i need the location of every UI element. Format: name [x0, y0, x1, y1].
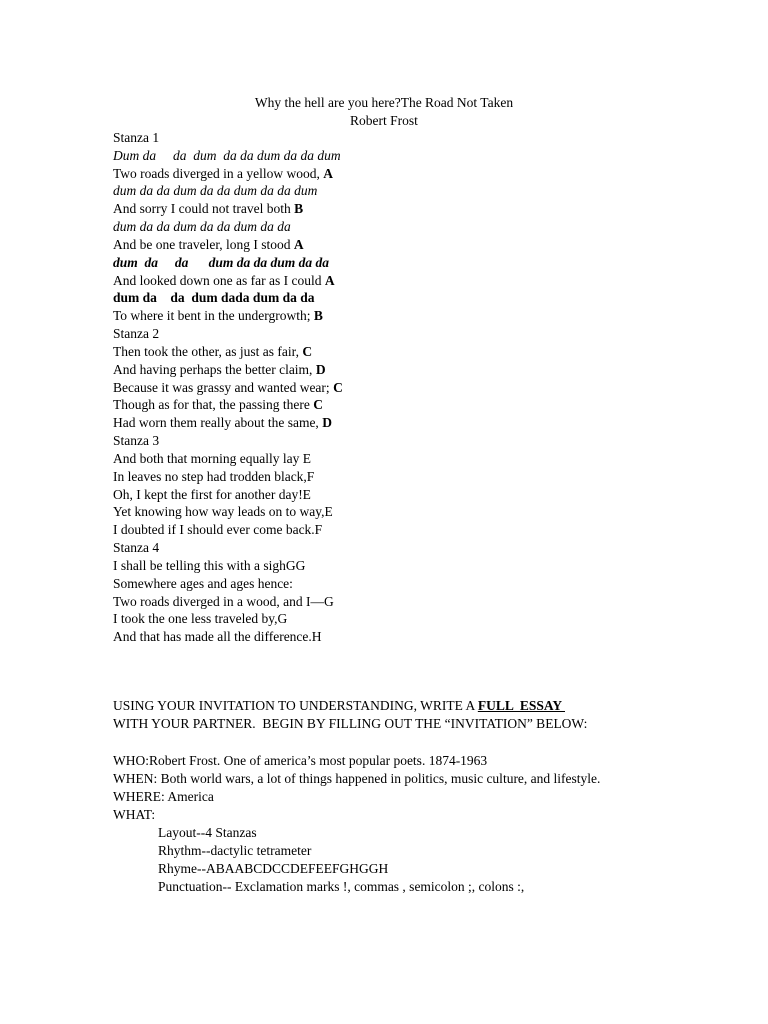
rhyme-letter: A — [293, 236, 304, 252]
invitation-where: WHERE: America — [113, 789, 214, 804]
poem-line: I took the one less traveled by,G — [113, 611, 288, 627]
poem-line-text: And looked down one as far as I could — [113, 272, 325, 288]
stanza-label: Stanza 3 — [113, 433, 160, 449]
poem-line-text: To where it bent in the undergrowth; — [113, 308, 314, 324]
poem-title: Why the hell are you here?The Road Not Taken — [254, 95, 514, 110]
poem-line — [113, 236, 713, 254]
poem-line — [113, 414, 713, 432]
instructions-text: USING YOUR INVITATION TO UNDERSTANDING, WRITE A — [113, 698, 478, 713]
assignment-instructions — [113, 697, 713, 733]
meter-line: dum da da dum da da dum da da dum — [113, 183, 318, 199]
poem-line: And that has made all the difference.H — [113, 629, 322, 645]
invitation-who: WHO:Robert Frost. One of america’s most popular poets. 1874-1963 — [113, 753, 488, 768]
rhyme-letter: C — [333, 379, 343, 395]
poem-line-text: And having perhaps the better claim, — [113, 361, 316, 377]
poem-line — [113, 200, 713, 218]
poem-line — [113, 272, 713, 290]
poem-line-text: Because it was grassy and wanted wear; — [113, 379, 334, 395]
poem-line: I doubted if I should ever come back.F — [113, 522, 323, 538]
rhyme-letter: C — [313, 397, 323, 413]
poem-line-text: Two roads diverged in a yellow wood, — [113, 165, 324, 181]
rhyme-letter: C — [302, 343, 313, 359]
poem-analysis — [113, 129, 713, 646]
poem-line — [113, 343, 713, 361]
poem-line-text: Had worn them really about the same, — [113, 415, 323, 431]
invitation-when: WHEN: Both world wars, a lot of things happened in politics, music culture, and lifestyle. — [113, 771, 601, 786]
poem-line: Somewhere ages and ages hence: — [113, 575, 293, 591]
invitation-rhyme: Rhyme--ABAABCDCCDEFEEFGHGGH — [158, 861, 389, 876]
meter-line: dum da da dum da da dum da da — [113, 219, 291, 235]
poem-line — [113, 396, 713, 414]
poem-line: Oh, I kept the first for another day!E — [113, 486, 311, 502]
rhyme-letter: D — [322, 415, 332, 431]
poem-line — [113, 307, 713, 325]
meter-line: Dum da da dum da da dum da da dum — [113, 147, 341, 163]
stanza-label: Stanza 4 — [113, 540, 160, 556]
poem-line: Yet knowing how way leads on to way,E — [113, 504, 333, 520]
rhyme-letter: A — [323, 165, 334, 181]
poem-author: Robert Frost — [350, 113, 418, 128]
stanza-label: Stanza 1 — [113, 130, 160, 145]
full-essay-emphasis: FULL ESSAY — [477, 698, 565, 713]
invitation-rhythm: Rhythm--dactylic tetrameter — [158, 843, 312, 858]
rhyme-letter: B — [294, 201, 304, 217]
meter-line: dum da da dum dada dum da da — [113, 290, 315, 306]
instructions-line-2: WITH YOUR PARTNER. BEGIN BY FILLING OUT THE “INVITATION” BELOW: — [113, 716, 588, 731]
invitation-punctuation: Punctuation-- Exclamation marks !, commas , semicolon ;, colons :, — [158, 879, 525, 894]
title-block — [0, 94, 768, 130]
poem-line-text: Though as for that, the passing there — [113, 397, 314, 413]
poem-line-text: And be one traveler, long I stood — [113, 236, 294, 252]
poem-line-text: And sorry I could not travel both — [113, 201, 295, 217]
poem-line: Two roads diverged in a wood, and I—G — [113, 593, 334, 609]
poem-line: In leaves no step had trodden black,F — [113, 468, 315, 484]
rhyme-letter: B — [313, 308, 323, 324]
poem-line — [113, 165, 713, 183]
poem-line: I shall be telling this with a sighGG — [113, 557, 306, 573]
rhyme-letter: A — [324, 272, 335, 288]
rhyme-letter: D — [315, 361, 326, 377]
invitation-section — [113, 752, 633, 896]
stanza-label: Stanza 2 — [113, 326, 160, 342]
invitation-layout: Layout--4 Stanzas — [158, 825, 257, 840]
invitation-what: WHAT: — [113, 807, 156, 822]
poem-line: And both that morning equally lay E — [113, 450, 311, 466]
poem-line — [113, 379, 713, 397]
poem-line — [113, 361, 713, 379]
instructions-line-1 — [113, 697, 713, 715]
poem-line-text: Then took the other, as just as fair, — [113, 343, 303, 359]
meter-line: dum da da dum da da dum da da — [113, 254, 330, 270]
